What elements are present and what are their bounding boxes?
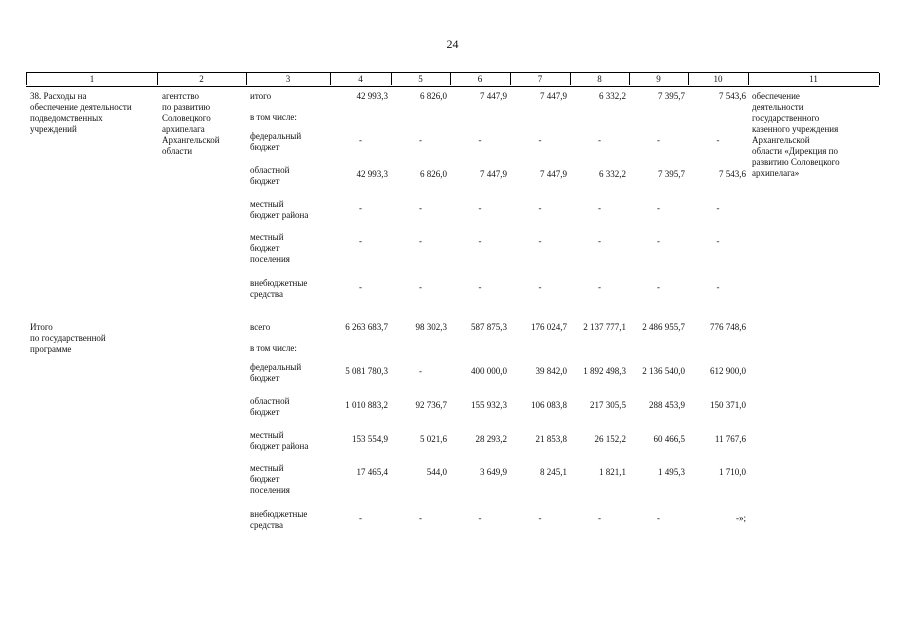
value-cell: 26 152,2 [594,434,626,444]
block-name-line: учреждений [30,124,77,134]
value-cell: 21 853,8 [535,434,567,444]
value-cell: - [419,282,422,292]
note-line: казенного учреждения [752,124,839,134]
header-cell-8: 8 [570,73,630,85]
value-cell: 612 900,0 [710,366,746,376]
executor-line: архипелага [162,124,205,134]
value-cell: 1 495,3 [658,467,685,477]
value-cell: 176 024,7 [531,322,567,332]
value-cell: 6 826,0 [420,91,447,101]
row-label-line: внебюджетные [250,509,308,519]
value-cell: - [478,203,482,213]
row-label-line: федеральный [250,362,302,372]
row-label-line: бюджет [250,373,280,383]
row-label-line: бюджет [250,243,280,253]
value-cell: 288 453,9 [649,400,685,410]
value-cell: 155 932,3 [471,400,507,410]
executor-line: по развитию [162,102,211,112]
value-cell: - [716,236,720,246]
value-cell: 7 447,9 [540,91,567,101]
row-label-line: поселения [250,254,290,264]
value-cell: 1 710,0 [719,467,746,477]
value-cell: - [657,203,660,213]
value-cell: - [657,282,660,292]
row-label-line: местный [250,463,284,473]
value-cell: 7 395,7 [658,169,685,179]
value-cell: - [538,135,542,145]
value-cell: -»; [736,513,746,523]
value-cell: - [598,135,601,145]
value-cell: 17 465,4 [356,467,388,477]
value-cell: 7 543,6 [719,91,746,101]
value-cell: 2 137 777,1 [583,322,626,332]
value-cell: - [478,236,482,246]
value-cell: 8 245,1 [540,467,567,477]
block-name-line: по государственной [30,333,106,343]
row-label-line: итого [250,91,272,101]
value-cell: 6 332,2 [599,91,626,101]
value-cell: - [419,513,422,523]
value-cell: 7 447,9 [480,169,507,179]
note-line: развитию Соловецкого [752,157,840,167]
value-cell: - [598,236,601,246]
header-cell-3: 3 [246,73,331,85]
value-cell: - [657,135,660,145]
value-cell: 5 081 780,3 [345,366,388,376]
row-label-line: всего [250,322,271,332]
note-line: государственного [752,113,820,123]
row-label-line: бюджет района [250,441,309,451]
row-label-line: бюджет [250,474,280,484]
row-label-line: местный [250,232,284,242]
block-name-line: 38. Расходы на [30,91,87,101]
page-number: 24 [446,37,459,51]
value-cell: 1 010 883,2 [345,400,388,410]
value-cell: 6 332,2 [599,169,626,179]
row-label-line: федеральный [250,131,302,141]
value-cell: 6 263 683,7 [345,322,388,332]
block-name-line: обеспечение деятельности [30,102,132,112]
row-label-line: областной [250,396,290,406]
value-cell: - [359,513,362,523]
value-cell: 28 293,2 [475,434,507,444]
value-cell: - [657,236,660,246]
value-cell: 60 466,5 [653,434,685,444]
value-cell: - [359,236,362,246]
value-cell: 7 447,9 [480,91,507,101]
value-cell: 7 395,7 [658,91,685,101]
header-cell-4: 4 [330,73,392,85]
row-label-line: в том числе: [250,112,297,122]
value-cell: 42 993,3 [356,91,388,101]
executor-line: области [162,146,193,156]
executor-line: Соловецкого [162,113,211,123]
value-cell: - [419,366,422,376]
value-cell: - [657,513,660,523]
row-label-line: бюджет [250,176,280,186]
value-cell: - [478,135,482,145]
value-cell: - [419,203,422,213]
value-cell: 587 875,3 [471,322,507,332]
block-name-line: Итого [30,322,53,332]
header-cell-5: 5 [391,73,451,85]
row-label-line: в том числе: [250,343,297,353]
value-cell: - [538,236,542,246]
value-cell: - [359,203,362,213]
header-cell-6: 6 [450,73,511,85]
value-cell: - [359,282,362,292]
value-cell: - [716,203,720,213]
value-cell: - [419,236,422,246]
note-line: деятельности [752,102,804,112]
value-cell: 2 136 540,0 [642,366,685,376]
header-cell-2: 2 [157,73,247,85]
row-label-line: внебюджетные [250,278,308,288]
value-cell: 2 486 955,7 [642,322,685,332]
value-cell: 106 083,8 [531,400,567,410]
value-cell: - [598,513,601,523]
value-cell: 98 302,3 [415,322,447,332]
value-cell: - [538,282,542,292]
executor-line: агентство [162,91,200,101]
value-cell: - [538,203,542,213]
value-cell: 1 821,1 [599,467,626,477]
value-cell: 6 826,0 [420,169,447,179]
value-cell: 217 305,5 [590,400,626,410]
row-label-line: средства [250,289,284,299]
value-cell: 153 554,9 [352,434,388,444]
note-line: обеспечение [752,91,800,101]
header-cell-10: 10 [688,73,749,85]
value-cell: 400 000,0 [471,366,507,376]
row-label-line: поселения [250,485,290,495]
block-name-line: подведомственных [30,113,103,123]
row-label-line: местный [250,199,284,209]
note-line: Архангельской [752,135,810,145]
row-label-line: бюджет района [250,210,309,220]
header-cell-1: 1 [26,73,158,85]
row-label-line: бюджет [250,142,280,152]
value-cell: 39 842,0 [535,366,567,376]
value-cell: - [419,135,422,145]
value-cell: 1 892 498,3 [583,366,626,376]
row-label-line: областной [250,165,290,175]
value-cell: 5 021,6 [420,434,447,444]
row-label-line: местный [250,430,284,440]
value-cell: 776 748,6 [710,322,746,332]
header-cell-9: 9 [629,73,689,85]
value-cell: 150 371,0 [710,400,746,410]
block-name-line: программе [30,344,72,354]
value-cell: - [359,135,362,145]
header-cell-7: 7 [510,73,571,85]
header-cell-11: 11 [748,73,880,85]
row-label-line: средства [250,520,284,530]
value-cell: - [716,135,720,145]
value-cell: - [478,282,482,292]
value-cell: - [538,513,542,523]
value-cell: - [598,203,601,213]
value-cell: - [716,282,720,292]
value-cell: 7 447,9 [540,169,567,179]
value-cell: 11 767,6 [714,434,746,444]
value-cell: 92 736,7 [415,400,447,410]
value-cell: 7 543,6 [719,169,746,179]
executor-line: Архангельской [162,135,220,145]
value-cell: 3 649,9 [480,467,507,477]
note-line: области «Дирекция по [752,146,838,156]
note-line: архипелага» [752,168,800,178]
value-cell: 42 993,3 [356,169,388,179]
value-cell: 544,0 [426,467,447,477]
value-cell: - [478,513,482,523]
value-cell: - [598,282,601,292]
row-label-line: бюджет [250,407,280,417]
